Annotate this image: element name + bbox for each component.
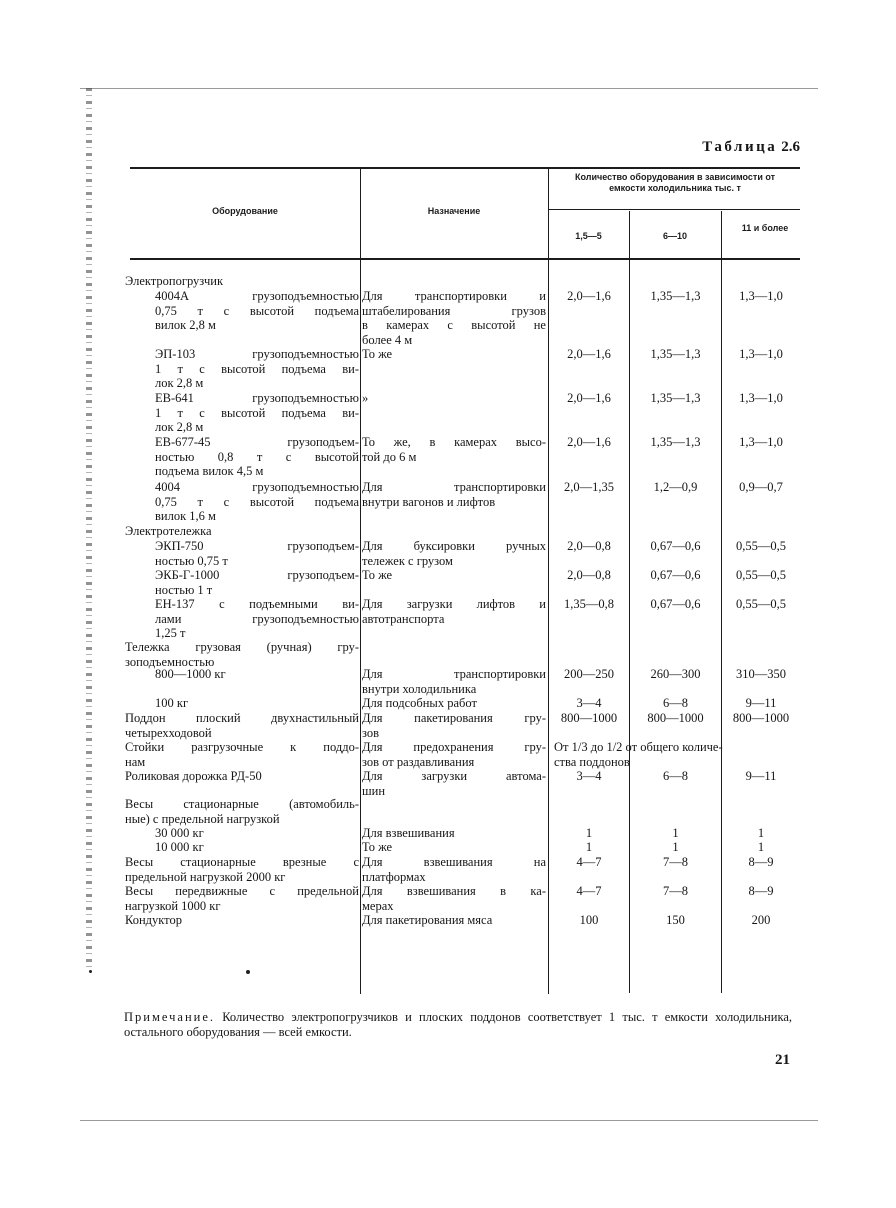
purpose-cell: Для транспортировки bbox=[362, 480, 546, 494]
equipment-cell: вилок 1,6 м bbox=[155, 509, 216, 523]
equipment-cell: 1 т с высотой подъема ви- bbox=[155, 361, 359, 376]
quantity-cell-v1: 1,35—0,8 bbox=[564, 597, 614, 611]
purpose-cell: Для взвешивания на bbox=[362, 855, 546, 869]
quantity-span-cell: От 1/3 до 1/2 от общего количе- bbox=[554, 740, 723, 754]
equipment-cell: Кондуктор bbox=[125, 913, 182, 927]
quantity-cell-v2: 7—8 bbox=[663, 855, 688, 869]
quantity-cell-v2: 1,35—1,3 bbox=[650, 347, 701, 361]
equipment-cell: ЕВ-641 грузоподъемностью bbox=[155, 391, 359, 405]
purpose-cell: То же bbox=[362, 568, 393, 582]
quantity-cell-v1: 2,0—1,6 bbox=[567, 391, 611, 405]
equipment-cell: ные) с предельной нагрузкой bbox=[125, 811, 280, 826]
header-col-11-plus: 11 и более bbox=[741, 223, 789, 233]
scan-speck bbox=[246, 970, 250, 974]
equipment-cell: четырехходовой bbox=[125, 725, 212, 740]
equipment-cell: нагрузкой 1000 кг bbox=[125, 898, 221, 913]
quantity-cell-v2: 1,2—0,9 bbox=[653, 480, 698, 494]
equipment-cell: Стойки разгрузочные к поддо- bbox=[125, 740, 359, 754]
equipment-cell: 10 000 кг bbox=[155, 840, 204, 854]
equipment-cell: 1,25 т bbox=[155, 626, 186, 640]
quantity-cell-v2: 150 bbox=[666, 913, 685, 927]
quantity-cell-v2: 1,35—1,3 bbox=[650, 435, 701, 449]
header-bottom-rule bbox=[130, 258, 800, 260]
quantity-cell-v2: 800—1000 bbox=[647, 711, 704, 725]
quantity-cell-v2: 1,35—1,3 bbox=[650, 391, 701, 405]
equipment-cell: нам bbox=[125, 754, 146, 769]
equipment-cell: Весы стационарные (автомобиль- bbox=[125, 797, 359, 811]
purpose-cell: Для взвешивания bbox=[362, 826, 455, 840]
equipment-cell: 800—1000 кг bbox=[155, 667, 226, 681]
purpose-cell: тележек с грузом bbox=[362, 553, 453, 568]
quantity-cell-v3: 0,55—0,5 bbox=[736, 597, 786, 611]
quantity-cell-v3: 9—11 bbox=[745, 696, 777, 710]
quantity-cell-v2: 1,35—1,3 bbox=[650, 289, 701, 303]
quantity-cell-v1: 3—4 bbox=[576, 696, 602, 710]
quantity-cell-v3: 1 bbox=[757, 840, 765, 854]
quantity-cell-v1: 1 bbox=[585, 826, 593, 840]
equipment-cell: 0,75 т с высотой подъема bbox=[155, 303, 359, 318]
equipment-cell: 0,75 т с высотой подъема bbox=[155, 494, 359, 509]
quantity-cell-v2: 1 bbox=[672, 840, 679, 854]
header-col-6-10: 6—10 bbox=[662, 231, 688, 241]
quantity-cell-v2: 7—8 bbox=[663, 884, 688, 898]
equipment-cell: предельной нагрузкой 2000 кг bbox=[125, 869, 286, 884]
quantity-cell-v2: 1 bbox=[672, 826, 679, 840]
quantity-cell-v1: 2,0—0,8 bbox=[567, 568, 611, 582]
quantity-cell-v2: 0,67—0,6 bbox=[650, 539, 701, 553]
note-text: Количество электропогрузчиков и плоских поддонов соответствует 1 тыс. т емкости холодильника, остального оборудования — всей емкости. bbox=[124, 1010, 792, 1039]
bottom-rule bbox=[80, 1120, 818, 1121]
purpose-cell: штабелирования грузов bbox=[362, 303, 546, 318]
scan-edge-noise bbox=[86, 88, 92, 968]
quantity-cell-v3: 0,55—0,5 bbox=[736, 568, 786, 582]
quantity-cell-v3: 8—9 bbox=[748, 855, 774, 869]
equipment-cell: Тележка грузовая (ручная) гру- bbox=[125, 640, 359, 654]
quantity-cell-v1: 1 bbox=[585, 840, 593, 854]
quantity-cell-v3: 1 bbox=[757, 826, 765, 840]
purpose-cell: Для загрузки автома- bbox=[362, 769, 546, 783]
equipment-cell: ЭП-103 грузоподъемностью bbox=[155, 347, 359, 361]
table-top-rule bbox=[130, 167, 800, 169]
purpose-cell: Для пакетирования гру- bbox=[362, 711, 546, 725]
table-number: 2.6 bbox=[781, 139, 800, 155]
equipment-cell: ностью 1 т bbox=[155, 582, 213, 597]
quantity-cell-v2: 6—8 bbox=[663, 769, 688, 783]
equipment-cell: ЭКБ-Г-1000 грузоподъем- bbox=[155, 568, 359, 582]
quantity-cell-v3: 1,3—1,0 bbox=[739, 289, 783, 303]
quantity-span-cell: ства поддонов bbox=[554, 754, 630, 769]
quantity-cell-v1: 2,0—1,6 bbox=[567, 347, 611, 361]
purpose-cell: Для загрузки лифтов и bbox=[362, 597, 546, 611]
header-purpose: Назначение bbox=[427, 206, 481, 216]
table-title-word: Таблица bbox=[702, 139, 778, 155]
purpose-cell: Для транспортировки bbox=[362, 667, 546, 681]
purpose-cell: мерах bbox=[362, 898, 394, 913]
header-equipment: Оборудование bbox=[212, 206, 278, 216]
quantity-cell-v3: 1,3—1,0 bbox=[739, 347, 783, 361]
scan-speck bbox=[89, 970, 92, 973]
quantity-cell-v3: 1,3—1,0 bbox=[739, 391, 783, 405]
table-note bbox=[124, 1010, 792, 1040]
header-col-1-5-5: 1,5—5 bbox=[575, 231, 602, 241]
purpose-cell: шин bbox=[362, 783, 386, 798]
purpose-cell: зов bbox=[362, 725, 380, 740]
quantity-group-rule bbox=[548, 209, 800, 210]
equipment-cell: лок 2,8 м bbox=[155, 420, 204, 434]
quantity-cell-v1: 2,0—1,35 bbox=[564, 480, 614, 494]
purpose-cell: в камерах с высотой не bbox=[362, 318, 546, 332]
equipment-cell: Весы стационарные врезные с bbox=[125, 855, 359, 869]
purpose-cell: » bbox=[362, 391, 369, 405]
purpose-cell: внутри холодильника bbox=[362, 681, 477, 696]
quantity-cell-v2: 0,67—0,6 bbox=[650, 568, 701, 582]
purpose-cell: внутри вагонов и лифтов bbox=[362, 494, 496, 509]
quantity-cell-v3: 0,9—0,7 bbox=[739, 480, 783, 494]
equipment-cell: ностью 0,75 т bbox=[155, 553, 228, 568]
quantity-cell-v1: 2,0—1,6 bbox=[567, 435, 611, 449]
purpose-cell: То же, в камерах высо- bbox=[362, 435, 546, 449]
equipment-cell: Весы передвижные с предельной bbox=[125, 884, 359, 898]
purpose-cell: Для взвешивания в ка- bbox=[362, 884, 546, 898]
column-rule bbox=[360, 169, 361, 994]
purpose-cell: той до 6 м bbox=[362, 449, 417, 464]
quantity-cell-v1: 2,0—0,8 bbox=[567, 539, 611, 553]
purpose-cell: автотранспорта bbox=[362, 611, 445, 626]
equipment-cell: 100 кг bbox=[155, 696, 189, 710]
quantity-cell-v1: 100 bbox=[579, 913, 599, 927]
purpose-cell: Для подсобных работ bbox=[362, 696, 477, 710]
header-quantity-group: Количество оборудования в зависимости от емкости холодильника тыс. т bbox=[574, 172, 776, 193]
quantity-cell-v3: 200 bbox=[751, 913, 771, 927]
equipment-cell: лами грузоподъемностью bbox=[155, 611, 359, 626]
quantity-cell-v1: 3—4 bbox=[576, 769, 602, 783]
equipment-cell: 30 000 кг bbox=[155, 826, 204, 840]
purpose-cell: платформах bbox=[362, 869, 426, 884]
equipment-cell: подъема вилок 4,5 м bbox=[155, 464, 264, 478]
equipment-cell: 4004 грузоподъемностью bbox=[155, 480, 359, 494]
quantity-cell-v1: 4—7 bbox=[576, 884, 602, 898]
top-rule bbox=[80, 88, 818, 89]
equipment-cell: ЭКП-750 грузоподъем- bbox=[155, 539, 359, 553]
purpose-cell: Для транспортировки и bbox=[362, 289, 546, 303]
purpose-cell: более 4 м bbox=[362, 332, 413, 347]
quantity-cell-v3: 800—1000 bbox=[732, 711, 790, 725]
quantity-cell-v3: 9—11 bbox=[745, 769, 777, 783]
purpose-cell: То же bbox=[362, 347, 393, 361]
purpose-cell: зов от раздавливания bbox=[362, 754, 475, 769]
equipment-cell: Электротележка bbox=[125, 524, 212, 538]
equipment-cell: ЕН-137 с подъемными ви- bbox=[155, 597, 359, 611]
equipment-cell: вилок 2,8 м bbox=[155, 318, 216, 332]
quantity-cell-v2: 260—300 bbox=[650, 667, 701, 681]
quantity-cell-v2: 0,67—0,6 bbox=[650, 597, 701, 611]
equipment-cell: 4004А грузоподъемностью bbox=[155, 289, 359, 303]
equipment-cell: ностью 0,8 т с высотой bbox=[155, 449, 359, 464]
equipment-cell: 1 т с высотой подъема ви- bbox=[155, 405, 359, 420]
equipment-cell: зоподъемностью bbox=[125, 654, 215, 669]
equipment-cell: Роликовая дорожка РД-50 bbox=[125, 769, 262, 783]
purpose-cell: Для буксировки ручных bbox=[362, 539, 546, 553]
table-title bbox=[702, 139, 800, 156]
purpose-cell: Для пакетирования мяса bbox=[362, 913, 493, 927]
page-number: 21 bbox=[775, 1052, 790, 1068]
equipment-cell: Электропогрузчик bbox=[125, 274, 224, 288]
purpose-cell: То же bbox=[362, 840, 393, 854]
quantity-cell-v3: 8—9 bbox=[748, 884, 774, 898]
equipment-cell: ЕВ-677-45 грузоподъем- bbox=[155, 435, 359, 449]
equipment-cell: Поддон плоский двухнастильный bbox=[125, 711, 359, 725]
quantity-cell-v1: 200—250 bbox=[564, 667, 614, 681]
quantity-cell-v1: 2,0—1,6 bbox=[567, 289, 611, 303]
quantity-cell-v3: 1,3—1,0 bbox=[739, 435, 783, 449]
quantity-cell-v1: 800—1000 bbox=[560, 711, 618, 725]
equipment-cell: лок 2,8 м bbox=[155, 376, 204, 390]
quantity-cell-v1: 4—7 bbox=[576, 855, 602, 869]
quantity-cell-v3: 310—350 bbox=[736, 667, 786, 681]
note-label: Примечание. bbox=[124, 1010, 216, 1024]
quantity-cell-v3: 0,55—0,5 bbox=[736, 539, 786, 553]
purpose-cell: Для предохранения гру- bbox=[362, 740, 546, 754]
quantity-cell-v2: 6—8 bbox=[663, 696, 688, 710]
